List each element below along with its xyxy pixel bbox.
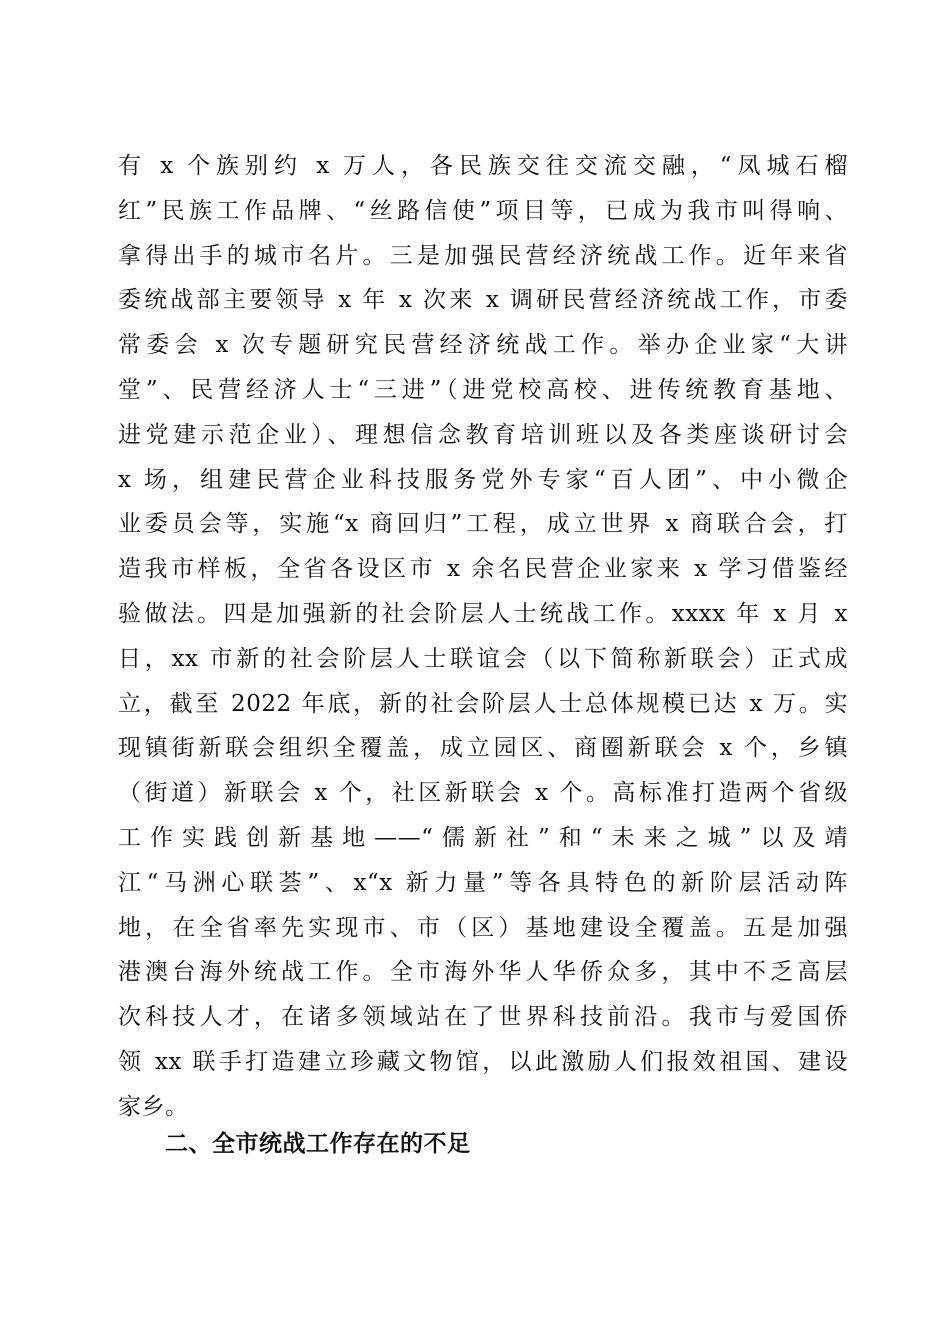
paragraph-line: x 场，组建民营企业科技服务党外专家“百人团”、中小微企 xyxy=(118,466,848,493)
paragraph-line: 工作实践创新基地——“儒新社”和“未来之城”以及靖 xyxy=(118,824,848,851)
paragraph-line: 验做法。四是加强新的社会阶层人士统战工作。xxxx 年 x 月 x xyxy=(118,600,848,627)
paragraph-line: 堂”、民营经济人士“三进”（进党校高校、进传统教育基地、 xyxy=(118,376,848,403)
paragraph-line: 委统战部主要领导 x 年 x 次来 x 调研民营经济统战工作，市委 xyxy=(118,287,848,314)
paragraph-line: 日，xx 市新的社会阶层人士联谊会（以下简称新联会）正式成 xyxy=(118,645,848,672)
paragraph-line: 进党建示范企业）、理想信念教育培训班以及各类座谈研讨会 xyxy=(118,421,848,448)
paragraph-line: 现镇街新联会组织全覆盖，成立园区、商圈新联会 x 个，乡镇 xyxy=(118,735,848,762)
paragraph-line: 业委员会等，实施“x 商回归”工程，成立世界 x 商联合会，打 xyxy=(118,511,848,538)
paragraph-line: 拿得出手的城市名片。三是加强民营经济统战工作。近年来省 xyxy=(118,242,848,269)
paragraph-line: 常委会 x 次专题研究民营经济统战工作。举办企业家“大讲 xyxy=(118,332,848,359)
paragraph-line: （街道）新联会 x 个，社区新联会 x 个。高标准打造两个省级 xyxy=(118,780,848,807)
paragraph-line: 有 x 个族别约 x 万人，各民族交往交流交融，“凤城石榴 xyxy=(118,153,848,179)
paragraph-line: 领 xx 联手打造建立珍藏文物馆，以此激励人们报效祖国、建设 xyxy=(118,1048,848,1075)
paragraph-line: 家乡。 xyxy=(118,1093,189,1120)
paragraph-line: 次科技人才，在诸多领域站在了世界科技前沿。我市与爱国侨 xyxy=(118,1004,848,1031)
paragraph-line: 江“马洲心联荟”、x“x 新力量”等各具特色的新阶层活动阵 xyxy=(118,869,848,896)
paragraph-line: 地，在全省率先实现市、市（区）基地建设全覆盖。五是加强 xyxy=(118,914,848,941)
paragraph-line: 港澳台海外统战工作。全市海外华人华侨众多，其中不乏高层 xyxy=(118,959,848,986)
paragraph-line: 立，截至 2022 年底，新的社会阶层人士总体规模已达 x 万。实 xyxy=(118,690,848,717)
paragraph-line: 红”民族工作品牌、“丝路信使”项目等，已成为我市叫得响、 xyxy=(118,197,848,224)
section-heading: 二、全市统战工作存在的不足 xyxy=(165,1131,471,1157)
paragraph-line: 造我市样板，全省各设区市 x 余名民营企业家来 x 学习借鉴经 xyxy=(118,556,848,583)
body-paragraph xyxy=(118,144,848,1130)
